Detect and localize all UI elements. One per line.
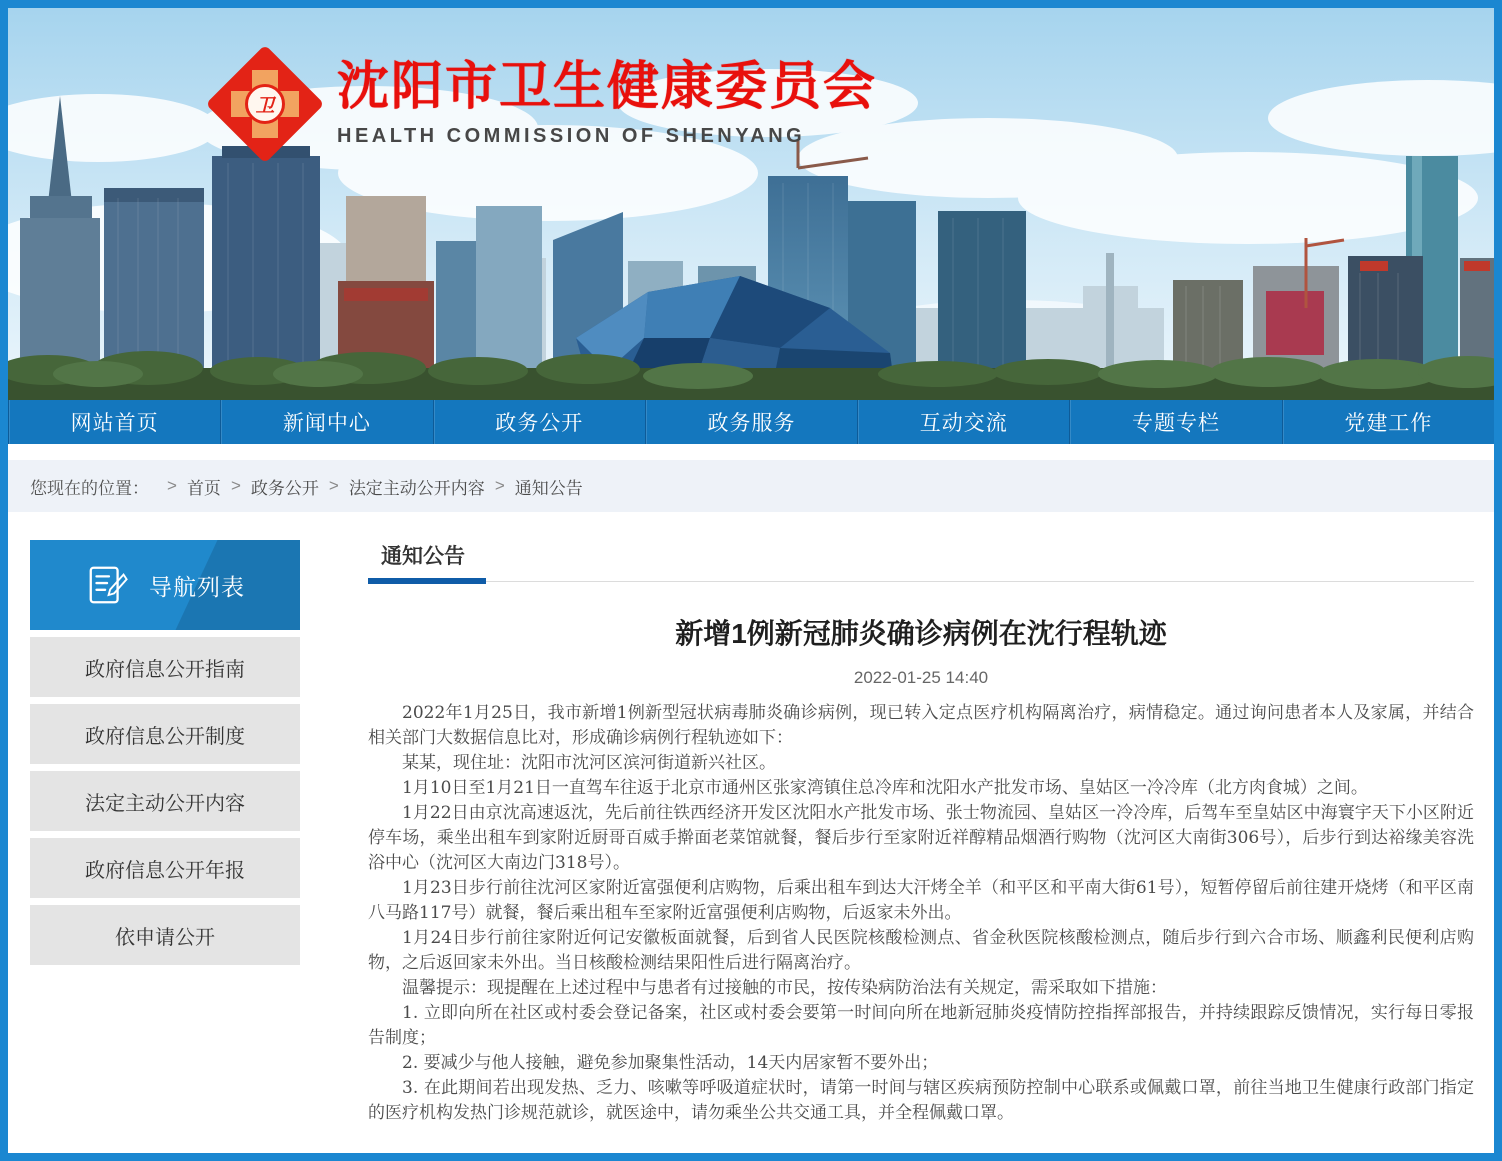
breadcrumb-separator: > — [230, 476, 241, 495]
site-title: 沈阳市卫生健康委员会 — [337, 58, 878, 116]
breadcrumb-item — [221, 474, 319, 499]
breadcrumb-link[interactable]: 政务公开 — [250, 478, 319, 498]
article-paragraph: 温馨提示：现提醒在上述过程中与患者有过接触的市民，按传染病防治法有关规定，需采取如下措施： — [402, 978, 1167, 998]
article-paragraph: 1月24日步行前往家附近何记安徽板面就餐，后到省人民医院核酸检测点、省金秋医院核酸检测点，随后步行到六合市场、顺鑫利民便利店购物，之后返回家未外出。当日核酸检测结果阳性后进行隔离治疗。 — [368, 928, 1474, 973]
tab-active-underline — [368, 578, 486, 584]
section-tabbar — [368, 540, 1474, 588]
article-paragraph: 2022年1月25日，我市新增1例新型冠状病毒肺炎确诊病例，现已转入定点医疗机构隔离治疗，病情稳定。通过询问患者本人及家属，并结合相关部门大数据信息比对，形成确诊病例行程轨迹如下： — [368, 703, 1474, 748]
content-area — [8, 512, 1494, 1126]
nav-item[interactable]: 互动交流 — [857, 400, 1069, 444]
article-paragraph: 2. 要减少与他人接触，避免参加聚集性活动，14天内居家暂不要外出； — [402, 1053, 939, 1073]
main-column — [368, 540, 1474, 1126]
article-body — [368, 701, 1474, 1126]
breadcrumb-separator: > — [328, 476, 339, 495]
breadcrumb-separator: > — [494, 476, 505, 495]
sidebar-item[interactable]: 政府信息公开指南 — [30, 637, 300, 697]
breadcrumb-link[interactable]: 通知公告 — [514, 478, 583, 498]
document-pencil-icon — [85, 562, 131, 608]
breadcrumb-list — [157, 474, 583, 499]
sidebar-item[interactable]: 政府信息公开制度 — [30, 704, 300, 764]
article-date: 2022-01-25 14:40 — [853, 668, 989, 687]
sidebar-item[interactable]: 依申请公开 — [30, 905, 300, 965]
main-nav-list — [8, 400, 1494, 444]
health-commission-logo[interactable] — [213, 52, 317, 156]
breadcrumb-item — [485, 474, 583, 499]
site-brand — [213, 52, 877, 156]
site-header — [8, 8, 1494, 400]
article-paragraph: 1月23日步行前往沈河区家附近富强便利店购物，后乘出租车到达大汗烤全羊（和平区和平南大街61号），短暂停留后前往建开烧烤（和平区南八马路117号）就餐，餐后乘出租车至家附近富强便利店购物，后返家未外出。 — [368, 878, 1474, 923]
nav-item[interactable]: 专题专栏 — [1069, 400, 1281, 444]
breadcrumb-separator: > — [167, 476, 177, 495]
sidebar-item[interactable]: 政府信息公开年报 — [30, 838, 300, 898]
article-title: 新增1例新冠肺炎确诊病例在沈行程轨迹 — [675, 618, 1167, 649]
sidebar-header-label: 导航列表 — [149, 573, 245, 600]
sidebar — [30, 540, 300, 965]
article-paragraph: 某某，现住址：沈阳市沈河区滨河街道新兴社区。 — [402, 753, 776, 773]
main-navigation — [8, 400, 1494, 444]
sidebar-item[interactable]: 法定主动公开内容 — [30, 771, 300, 831]
nav-item[interactable]: 网站首页 — [8, 400, 220, 444]
tab-notice-announcement[interactable]: 通知公告 — [381, 545, 465, 568]
nav-item[interactable]: 新闻中心 — [220, 400, 432, 444]
breadcrumb-link[interactable]: 首页 — [186, 478, 221, 498]
article-paragraph: 1月22日由京沈高速返沈，先后前往铁西经济开发区沈阳水产批发市场、张士物流园、皇姑区一冷冷库，后驾车至皇姑区中海寰宇天下小区附近停车场，乘坐出租车到家附近厨哥百威手擀面老菜馆就餐，餐后步行至家附近祥醇精品烟酒行购物（沈河区大南街306号），后步行到达裕缘美容洗浴中心（沈河区大南边门318号）。 — [368, 803, 1474, 873]
sidebar-header — [30, 540, 300, 630]
breadcrumb-prefix: 您现在的位置： — [30, 478, 149, 498]
breadcrumb-item — [319, 474, 485, 499]
nav-item[interactable]: 政务公开 — [433, 400, 645, 444]
breadcrumb-item — [157, 474, 221, 499]
logo-monogram: 卫 — [245, 84, 285, 124]
article-paragraph: 3. 在此期间若出现发热、乏力、咳嗽等呼吸道症状时，请第一时间与辖区疾病预防控制中心联系或佩戴口罩，前往当地卫生健康行政部门指定的医疗机构发热门诊规范就诊，就医途中，请勿乘坐公共交通工具，并全程佩戴口罩。 — [368, 1078, 1474, 1123]
tabbar-baseline — [368, 581, 1474, 582]
nav-item[interactable]: 党建工作 — [1282, 400, 1494, 444]
site-subtitle: HEALTH COMMISSION OF SHENYANG — [337, 124, 806, 147]
breadcrumb-link[interactable]: 法定主动公开内容 — [348, 478, 485, 498]
article-paragraph: 1月10日至1月21日一直驾车往返于北京市通州区张家湾镇住总冷库和沈阳水产批发市场、皇姑区一冷冷库（北方肉食城）之间。 — [402, 778, 1368, 798]
breadcrumb — [8, 460, 1494, 512]
sidebar-list — [30, 637, 300, 965]
nav-item[interactable]: 政务服务 — [645, 400, 857, 444]
article-paragraph: 1. 立即向所在社区或村委会登记备案，社区或村委会要第一时间向所在地新冠肺炎疫情防控指挥部报告，并持续跟踪反馈情况，实行每日零报告制度； — [368, 1003, 1474, 1048]
